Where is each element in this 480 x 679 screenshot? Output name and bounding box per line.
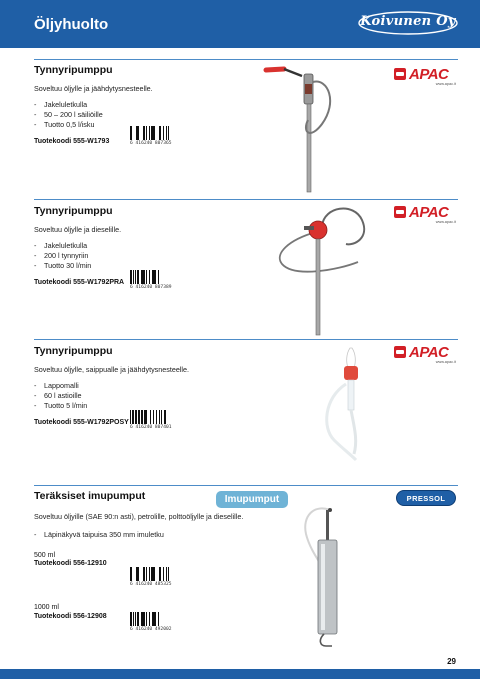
- lever-drum-pump-image: [262, 62, 342, 194]
- barcode-digits: 6 416240 492002: [130, 627, 172, 632]
- section-divider: [34, 485, 458, 486]
- pressol-wordmark: PRESSOL: [406, 494, 446, 503]
- apac-logo: [394, 204, 456, 226]
- apac-wordmark: APAC: [409, 204, 449, 221]
- barcode: [130, 126, 182, 146]
- product-code: Tuotekoodi 555-W1793: [34, 138, 110, 145]
- apac-url: www.apac.it: [435, 82, 456, 86]
- barcode-bar: [169, 567, 170, 581]
- feature-list: [34, 381, 458, 411]
- page-title: Öljyhuolto: [34, 16, 109, 33]
- section-divider: [34, 339, 458, 340]
- apac-emblem-icon: [394, 346, 406, 358]
- feature-item: - Lappomalli: [34, 381, 458, 391]
- product-description: Soveltuu öljylle, saippualle ja jäähdytysnesteelle.: [34, 365, 190, 374]
- product-title: Tynnyripumppu: [34, 345, 113, 357]
- barcode-bar: [159, 270, 160, 284]
- product-code: Tuotekoodi 556-12910: [34, 560, 107, 567]
- product-title: Teräksiset imupumput: [34, 490, 146, 502]
- product-code: Tuotekoodi 556-12908: [34, 613, 107, 620]
- siphon-pump-image: [320, 344, 380, 468]
- variant-volume: 500 ml: [34, 552, 56, 559]
- rotary-drum-pump-image: [268, 200, 372, 338]
- feature-item: - Tuotto 5 l/min: [34, 401, 458, 411]
- product-description: Soveltuu öljylle ja dieselille.: [34, 225, 122, 234]
- barcode-bar: [169, 126, 170, 140]
- barcode: [130, 270, 182, 290]
- barcode-bar: [166, 410, 168, 424]
- barcode: [130, 612, 182, 632]
- feature-item: - Jakeluletkulla: [34, 100, 458, 110]
- feature-item: - Jakeluletkulla: [34, 241, 458, 251]
- section-divider: [34, 59, 458, 60]
- barcode: [130, 567, 182, 587]
- barcode-digits: 6 416240 485325: [130, 582, 172, 587]
- barcode-digits: 6 416240 807365: [130, 141, 172, 146]
- apac-logo: [394, 66, 456, 88]
- barcode-bars: [130, 126, 182, 140]
- barcode-bar: [159, 612, 160, 626]
- barcode-digits: 6 416240 807401: [130, 425, 172, 430]
- steel-suction-pump-image: [296, 500, 356, 650]
- page-footer-bar: [0, 669, 480, 679]
- product-description: Soveltuu öljylle ja jäähdytysnesteelle.: [34, 84, 153, 93]
- feature-item: - Läpinäkyvä taipuisa 350 mm imuletku: [34, 530, 458, 540]
- barcode-bars: [130, 567, 182, 581]
- brand-logo: [358, 8, 458, 38]
- apac-emblem-icon: [394, 206, 406, 218]
- apac-wordmark: APAC: [409, 344, 449, 361]
- apac-logo: [394, 344, 456, 366]
- feature-list: [34, 530, 458, 540]
- feature-item: - 60 l astioille: [34, 391, 458, 401]
- page-number: 29: [447, 657, 456, 666]
- barcode: [130, 410, 182, 430]
- product-title: Tynnyripumppu: [34, 205, 113, 217]
- barcode-bars: [130, 410, 182, 424]
- barcode-bars: [130, 612, 182, 626]
- variant-volume: 1000 ml: [34, 604, 59, 611]
- page-header: [0, 0, 480, 48]
- feature-item: - Tuotto 0,5 l/isku: [34, 120, 458, 130]
- apac-url: www.apac.it: [435, 360, 456, 364]
- barcode-digits: 6 416240 807389: [130, 285, 172, 290]
- product-description: Soveltuu öljyille (SAE 90:n asti), petrolille, polttoöljylle ja dieselille.: [34, 512, 244, 521]
- product-code: Tuotekoodi 555-W1792PRA: [34, 279, 125, 286]
- barcode-bars: [130, 270, 182, 284]
- feature-item: - Tuotto 30 l/min: [34, 261, 458, 271]
- product-title: Tynnyripumppu: [34, 64, 113, 76]
- feature-item: - 50 – 200 l säiliöille: [34, 110, 458, 120]
- apac-url: www.apac.it: [435, 220, 456, 224]
- feature-item: - 200 l tynnyriin: [34, 251, 458, 261]
- product-code: Tuotekoodi 555-W1792POSY: [34, 419, 129, 426]
- category-badge-label: Imupumput: [224, 494, 280, 505]
- apac-emblem-icon: [394, 68, 406, 80]
- brand-name: Koivunen Oy: [360, 14, 456, 29]
- feature-list: [34, 241, 458, 271]
- section-divider: [34, 199, 458, 200]
- apac-wordmark: APAC: [409, 66, 449, 83]
- pressol-logo: [396, 490, 456, 506]
- feature-list: [34, 100, 458, 130]
